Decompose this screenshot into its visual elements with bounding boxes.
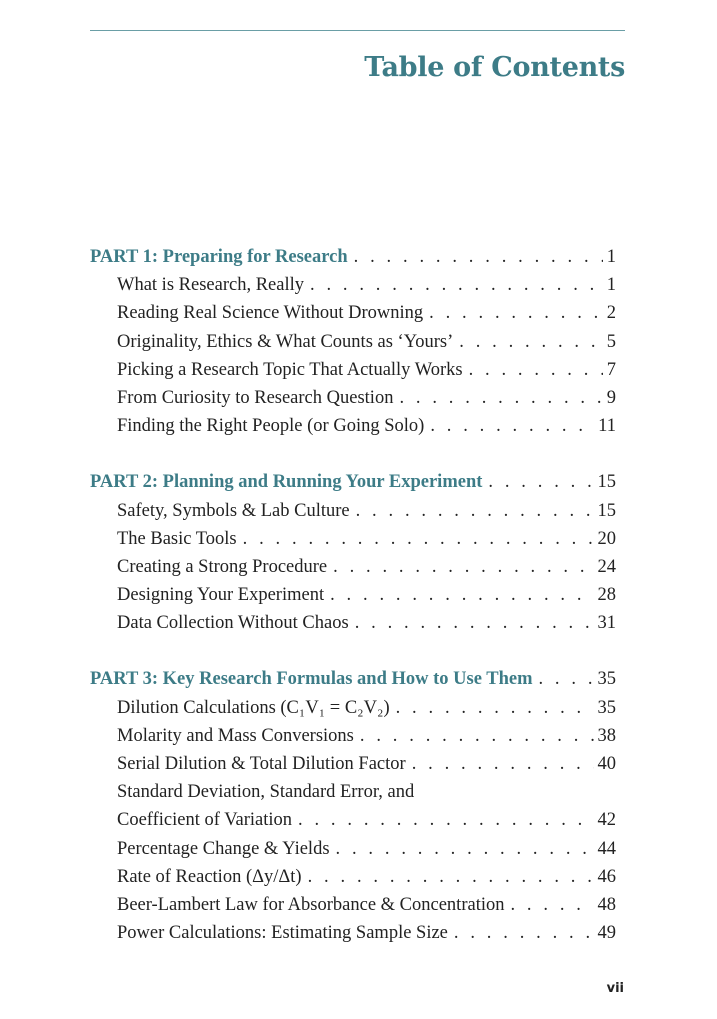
page-number: 38: [597, 725, 616, 746]
page-number: 24: [597, 556, 616, 577]
dot-leader: [454, 919, 594, 947]
toc-entry[interactable]: [90, 694, 616, 722]
toc-entry[interactable]: [90, 356, 616, 384]
dot-leader: [243, 525, 594, 553]
part-title: PART 2: Planning and Running Your Experiment: [90, 472, 483, 493]
toc-entry[interactable]: [90, 835, 616, 863]
toc-entry[interactable]: [90, 919, 616, 947]
entry-title: What is Research, Really: [117, 275, 304, 296]
part-3: [90, 665, 616, 947]
dot-leader: [333, 553, 593, 581]
page-number: 15: [597, 472, 616, 493]
entry-title: Designing Your Experiment: [117, 585, 325, 606]
part-heading[interactable]: [90, 665, 616, 693]
page-title: Table of Contents: [364, 52, 625, 83]
toc-entry[interactable]: [90, 384, 616, 412]
toc-entry[interactable]: [90, 271, 616, 299]
dot-leader: [412, 750, 594, 778]
entry-title: Picking a Research Topic That Actually Works: [117, 359, 463, 380]
toc-entry[interactable]: [90, 609, 616, 637]
dot-leader: [360, 722, 594, 750]
entry-title: Finding the Right People (or Going Solo): [117, 416, 425, 437]
toc-entry[interactable]: [90, 328, 616, 356]
page-number: 2: [606, 303, 616, 324]
entry-title: Safety, Symbols & Lab Culture: [117, 500, 350, 521]
entry-title: Beer-Lambert Law for Absorbance & Concentration: [117, 894, 505, 915]
dot-leader: [354, 243, 603, 271]
page-number: 1: [606, 247, 616, 267]
dot-leader: [336, 835, 594, 863]
entry-title: Coefficient of Variation: [117, 810, 293, 831]
dot-leader: [330, 581, 593, 609]
entry-title: Reading Real Science Without Drowning: [117, 303, 424, 324]
page-number: 11: [598, 416, 616, 437]
toc-entry[interactable]: [90, 497, 616, 525]
part-title: PART 3: Key Research Formulas and How to Use Them: [90, 669, 533, 690]
dot-leader: [510, 891, 593, 919]
toc-entry[interactable]: [90, 722, 616, 750]
entry-title: Percentage Change & Yields: [117, 838, 330, 859]
page-number: 42: [597, 810, 616, 831]
entry-title: Standard Deviation, Standard Error, and: [117, 782, 415, 803]
entry-title: From Curiosity to Research Question: [117, 387, 394, 408]
page-number: 40: [597, 754, 616, 774]
page-number: 48: [597, 894, 616, 915]
header-rule: [90, 30, 625, 31]
dot-leader: [399, 384, 602, 412]
page-number: 15: [597, 500, 616, 521]
page-number: 1: [606, 275, 616, 296]
entry-title: Power Calculations: Estimating Sample Size: [117, 923, 448, 944]
part-heading[interactable]: [90, 243, 616, 271]
toc-entry[interactable]: [90, 891, 616, 919]
part-heading[interactable]: [90, 468, 616, 496]
toc-entry[interactable]: [90, 806, 616, 834]
page-number: 7: [606, 359, 616, 380]
toc-entry[interactable]: [90, 863, 616, 891]
dot-leader: [459, 328, 603, 356]
entry-title: Originality, Ethics & What Counts as ‘Yours’: [117, 331, 454, 352]
entry-title: Data Collection Without Chaos: [117, 613, 349, 634]
dot-leader: [356, 497, 594, 525]
entry-title: Serial Dilution & Total Dilution Factor: [117, 754, 406, 774]
part-2: [90, 468, 616, 637]
entry-title: The Basic Tools: [117, 528, 237, 549]
table-of-contents: [90, 243, 616, 975]
page-number: 9: [606, 387, 616, 408]
dot-leader: [469, 356, 603, 384]
page-number: 35: [597, 669, 616, 690]
dot-leader: [355, 609, 594, 637]
page-number: 5: [606, 331, 616, 352]
toc-entry[interactable]: [90, 553, 616, 581]
toc-entry[interactable]: [90, 581, 616, 609]
dot-leader: [298, 806, 593, 834]
toc-entry[interactable]: [90, 412, 616, 440]
page-number: 46: [597, 866, 616, 887]
page-folio: vii: [606, 981, 624, 996]
entry-title: Dilution Calculations (C₁V₁ = C₂V₂): [117, 697, 390, 718]
entry-title: Rate of Reaction (Δy/Δt): [117, 866, 302, 887]
page-number: 31: [597, 613, 616, 634]
toc-entry[interactable]: [90, 750, 616, 778]
dot-leader: [538, 665, 593, 693]
part-title: PART 1: Preparing for Research: [90, 247, 348, 267]
toc-entry[interactable]: [90, 525, 616, 553]
dot-leader: [429, 299, 603, 327]
toc-entry-wrapped[interactable]: [90, 778, 616, 806]
page-number: 20: [597, 528, 616, 549]
entry-title: Creating a Strong Procedure: [117, 556, 328, 577]
dot-leader: [310, 271, 603, 299]
entry-title: Molarity and Mass Conversions: [117, 725, 354, 746]
page-number: 35: [597, 697, 616, 718]
dot-leader: [488, 468, 593, 496]
page-number: 49: [597, 923, 616, 944]
dot-leader: [430, 412, 594, 440]
page-number: 44: [597, 838, 616, 859]
page-number: 28: [597, 585, 616, 606]
toc-entry[interactable]: [90, 299, 616, 327]
dot-leader: [308, 863, 594, 891]
dot-leader: [396, 694, 594, 722]
part-1: [90, 243, 616, 440]
